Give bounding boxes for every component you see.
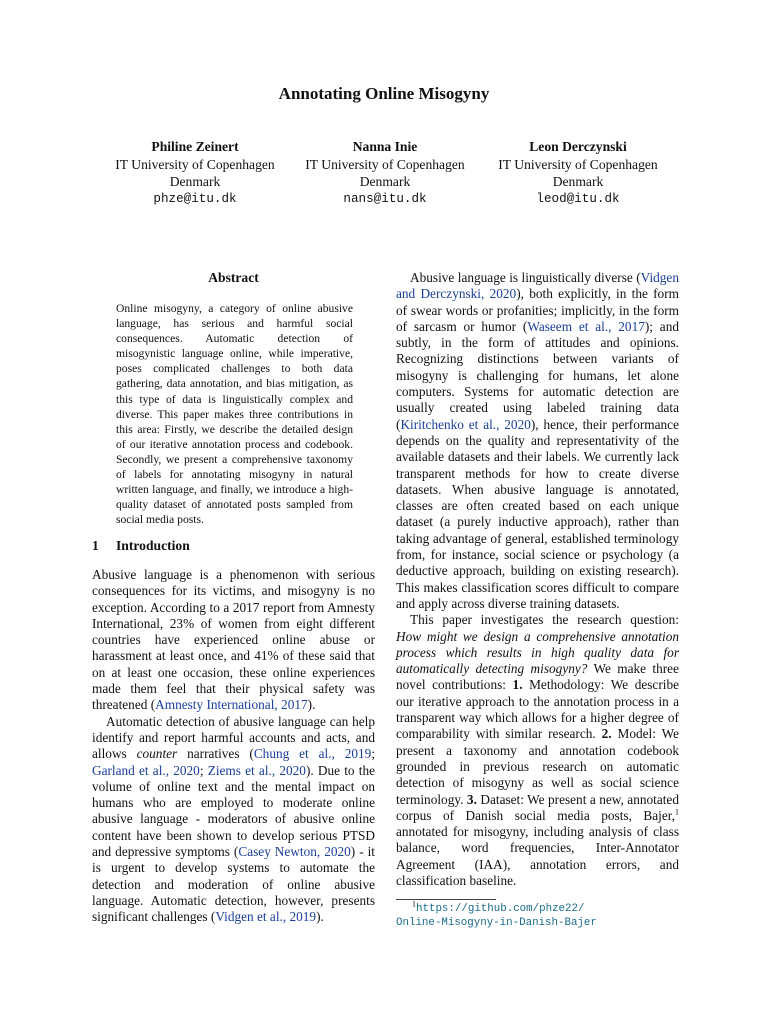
author-country: Denmark [552, 174, 604, 189]
text-run: ; [199, 762, 208, 778]
text-run: ). Due to the volume of online text and the mental impact on humans who are employed to moderate online abusive language - moderators of abusive online content have been shown to develop serious PTSD and depressive symptoms ( [92, 762, 376, 860]
text-run: narratives ( [177, 746, 254, 762]
text-run: Abusive language is linguistically diverse ( [410, 270, 641, 285]
right-column [396, 270, 679, 889]
citation-link[interactable]: Vidgen et al., 2019 [215, 909, 317, 925]
author-block [290, 138, 480, 208]
text-run: annotated for misogyny, including analysis of class balance, word frequencies, Inter-Annotator Agreement (IAA), annotation errors, and classification baseline. [396, 824, 679, 888]
text-run: ); and subtly, in the form of attitudes and opinions. Recognizing distinctions between variants of misogyny is challenging for humans, let alone computers. Systems for automatic detection are usually created using labeled training data ( [396, 318, 679, 432]
author-affiliation: IT University of Copenhagen [115, 156, 275, 172]
author-name: Nanna Inie [352, 139, 418, 154]
text-run: Model: We present a taxonomy and annotation codebook grounded in previous research on automatic detection of misogyny as well as social science terminology. [396, 726, 679, 807]
citation-link[interactable]: Chung et al., 2019 [253, 746, 372, 762]
author-block [100, 138, 290, 208]
text-run: ), both explicitly, in the form of swear words or profanities; implicitly, in the form of sarcasm or humor ( [396, 286, 679, 334]
abstract-heading: Abstract [208, 270, 259, 285]
text-run: Abusive language is a phenomenon with serious consequences for its victims, and misogyny is no exception. According to a 2017 report from Amnesty International, 23% of women from eight different countries have experienced online abuse or harassment at least once, and 41% of these said that on at least one occasion, these online experiences made them feel that their physical safety was threatened ( [92, 567, 375, 713]
author-email: leod@itu.dk [536, 191, 620, 206]
citation-link[interactable]: Kiritchenko et al., 2020 [400, 416, 531, 432]
citation-link[interactable]: Ziems et al., 2020 [207, 762, 306, 778]
author-affiliation: IT University of Copenhagen [305, 156, 465, 172]
footnote-mark: 1 [412, 899, 416, 909]
emphasis: counter [136, 746, 178, 762]
citation-link[interactable]: Waseem et al., 2017 [527, 318, 645, 334]
footnote-link-continued[interactable]: Online-Misogyny-in-Danish-Bajer [396, 917, 597, 929]
citation-link[interactable]: Casey Newton, 2020 [238, 844, 351, 860]
contribution-number: 3. [466, 791, 477, 807]
left-column [92, 567, 375, 926]
abstract-text: Online misogyny, a category of online abusive language, has serious and harmful social consequences. Automatic detection of misogynistic language online, while imperative, poses complicated challenges to both data gathering, data annotation, and bias mitigation, as this type of data is linguistically complex and diverse. This paper makes three contributions in this area: Firstly, we describe the detailed design of our iterative annotation process and codebook. Secondly, we present a comprehensive taxonomy of labels for annotating misogyny in natural written language, and finally, we introduce a high-quality dataset of annotated posts sampled from social media posts. [116, 302, 353, 527]
text-run: Methodology: We describe our iterative approach to the annotation process in a transparent way which allows for a higher degree of comparability with similar research. [396, 677, 680, 742]
paper-title: Annotating Online Misogyny [278, 84, 490, 103]
citation-link[interactable]: Garland et al., 2020 [92, 762, 200, 778]
contribution-number: 1. [512, 677, 523, 693]
paragraph [92, 567, 375, 714]
footnote [396, 899, 679, 930]
author-country: Denmark [359, 174, 411, 189]
author-email: nans@itu.dk [343, 191, 427, 206]
paragraph [92, 714, 375, 926]
paragraph [396, 612, 679, 889]
footnote-line [396, 916, 679, 930]
section-title: Introduction [116, 538, 190, 553]
footnote-line [396, 899, 679, 916]
text-run: ), hence, their performance depends on the quality and representativity of the available datasets and their labels. We currently lack transparent methods for how to create diverse datasets. When abusive language is annotated, classes are often created based on each unique dataset (a purely inductive approach), rather than taking advantage of general, established terminology from, for instance, social science or psychology (a deductive approach, building on existing research). This makes classification scores difficult to compare and apply across diverse training datasets. [396, 416, 679, 611]
text-run: This paper investigates the research question: [410, 612, 679, 628]
section-heading [92, 538, 375, 554]
text-run: ; [371, 746, 376, 762]
footnote-divider [396, 899, 496, 900]
text-run: We make three novel contributions: [396, 661, 679, 693]
text-run: ) - it is urgent to develop systems to automate the detection and moderation of online abusive language. Automatic detection, however, presents significant challenges ( [92, 844, 375, 925]
author-name: Philine Zeinert [151, 139, 239, 154]
paragraph [396, 270, 679, 612]
author-affiliation: IT University of Copenhagen [498, 156, 658, 172]
text-run: ). [316, 909, 324, 925]
footnote-link[interactable]: https://github.com/phze22/ [416, 903, 585, 915]
research-question: How might we design a comprehensive annotation process which results in high quality data for automatically detecting misogyny? [396, 628, 679, 677]
footnote-marker[interactable]: 1 [675, 807, 679, 817]
text-run: Automatic detection of abusive language can help identify and report harmful accounts and acts, and allows [92, 713, 375, 762]
text-run: Dataset: We present a new, annotated corpus of Danish social media posts, Bajer, [396, 791, 679, 823]
author-email: phze@itu.dk [153, 191, 237, 206]
citation-link[interactable]: Amnesty International, 2017 [155, 697, 308, 713]
citation-link[interactable]: Vidgen and Derczynski, 2020 [396, 270, 679, 302]
section-number: 1 [92, 538, 99, 553]
author-block [483, 138, 673, 208]
author-country: Denmark [169, 174, 221, 189]
text-run: ). [307, 697, 316, 713]
contribution-number: 2. [601, 726, 612, 742]
author-name: Leon Derczynski [529, 139, 627, 154]
